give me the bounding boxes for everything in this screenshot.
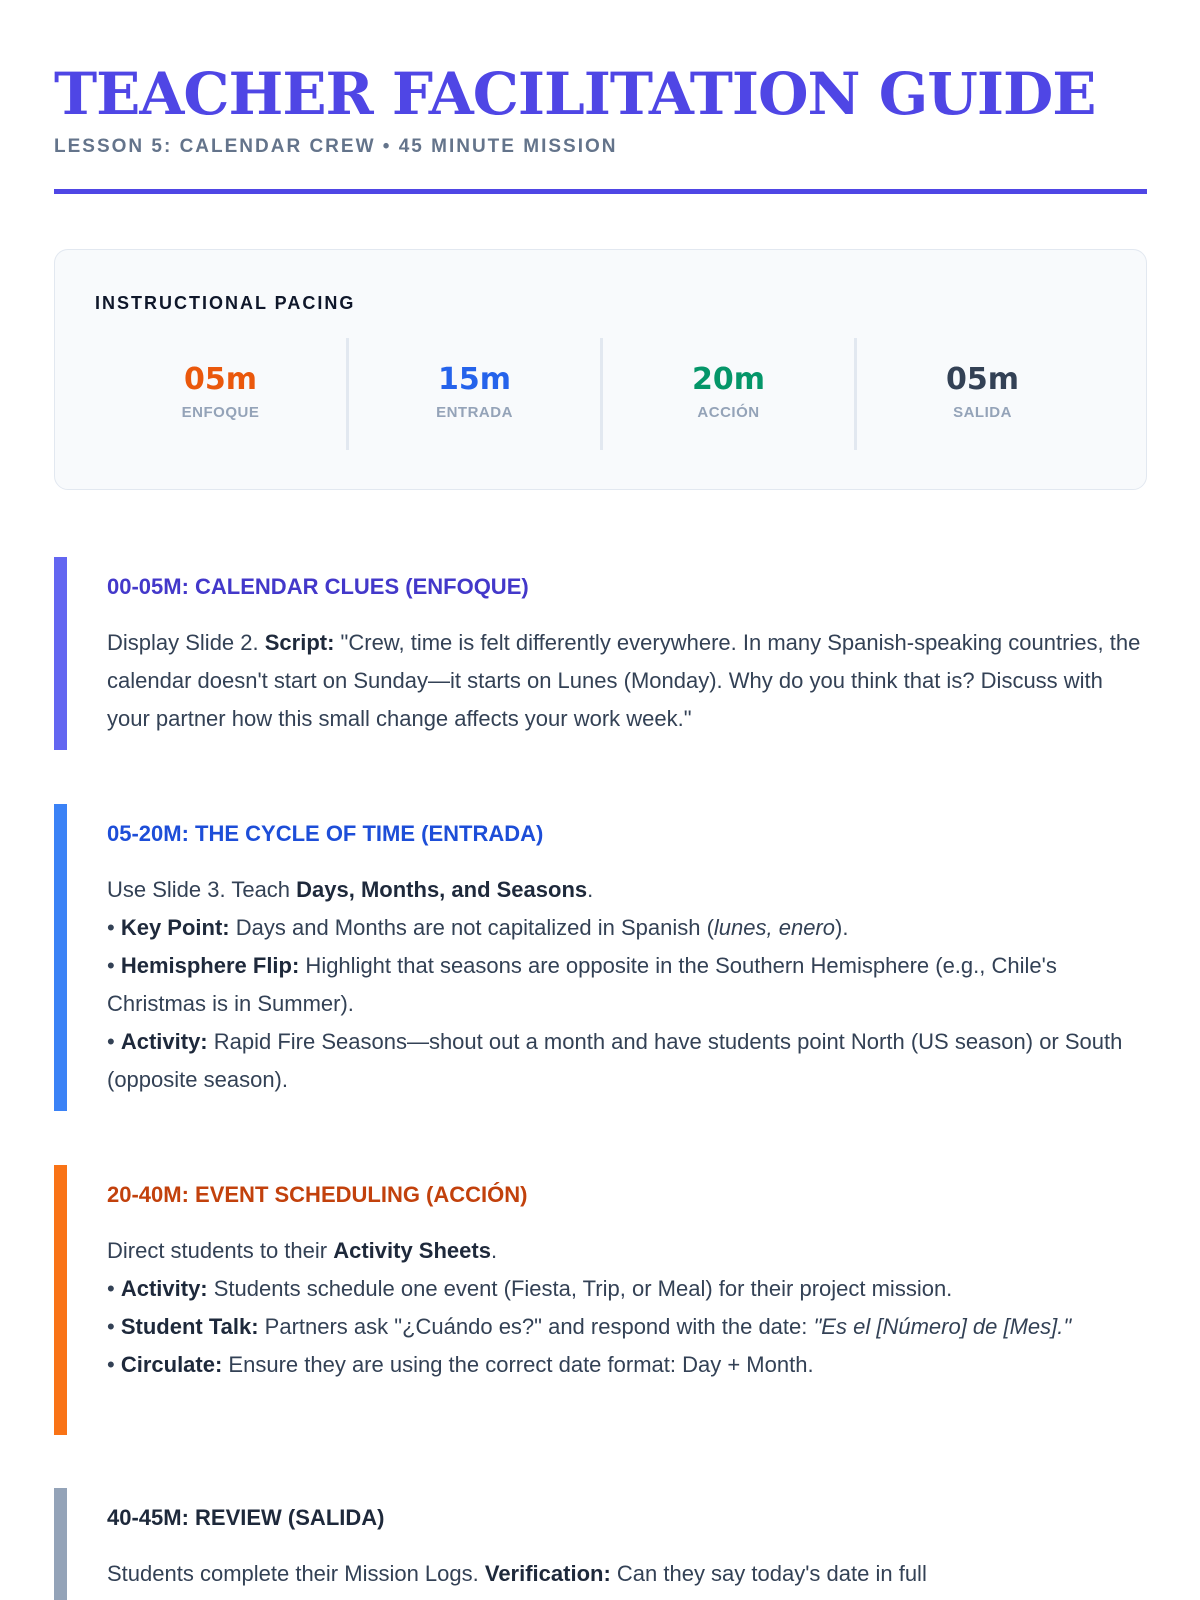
section-body <box>107 624 1147 738</box>
bullet-item: • Student Talk: Partners ask "¿Cuándo es?" and respond with the date: "Es el [Número] de [Mes]." <box>107 1314 1072 1339</box>
section-body <box>107 1555 1147 1593</box>
bold-text: Activity Sheets <box>333 1238 491 1263</box>
bullet-label: Circulate: <box>120 1352 223 1377</box>
instructional-pacing-card <box>54 249 1147 490</box>
section-salida <box>54 1488 1147 1600</box>
pacing-heading: INSTRUCTIONAL PACING <box>95 293 356 313</box>
pace-value: 05m <box>945 362 1019 397</box>
body-text: Can they say today's date in full <box>610 1561 927 1586</box>
guide-header <box>54 62 1147 158</box>
bullet-text: Rapid Fire Seasons—shout out a month and have students point North (US season) or South (opposite season). <box>107 1029 1123 1092</box>
bullet-text: Students schedule one event (Fiesta, Trip, or Meal) for their project mission. <box>207 1276 953 1301</box>
script-text: "Crew, time is felt differently everywhere. In many Spanish-speaking countries, the calendar doesn't start on Sunday—it starts on Lunes (Monday). Why do you think that is? Discuss with your partner how this small change affects your work week." <box>107 630 1141 731</box>
bold-text: Days, Months, and Seasons <box>296 877 588 902</box>
italic-text: lunes, enero <box>713 915 835 940</box>
pace-value: 15m <box>437 362 511 397</box>
section-accent-bar <box>54 1165 67 1435</box>
section-body <box>107 871 1147 1099</box>
pace-label: SALIDA <box>953 404 1012 421</box>
pace-value: 20m <box>691 362 765 397</box>
bullet-item: • Circulate: Ensure they are using the correct date format: Day + Month. <box>107 1352 814 1377</box>
body-text: . <box>490 1238 498 1263</box>
pace-entrada <box>349 338 603 450</box>
pace-label: ENTRADA <box>436 404 513 421</box>
intro-line <box>107 871 1147 909</box>
header-divider <box>54 189 1147 194</box>
pace-accion <box>603 338 857 450</box>
intro-line <box>107 1232 1147 1270</box>
section-body <box>107 1232 1147 1384</box>
section-entrada <box>54 804 1147 1111</box>
bullet-item: • Activity: Students schedule one event (Fiesta, Trip, or Meal) for their project mission. <box>107 1276 953 1301</box>
bullet-item: • Hemisphere Flip: Highlight that seasons are opposite in the Southern Hemisphere (e.g., Chile's Christmas is in Summer). <box>107 953 1057 1016</box>
page-subtitle: LESSON 5: CALENDAR CREW • 45 MINUTE MISSION <box>54 136 618 157</box>
bullet-text: ). <box>835 915 849 940</box>
body-text: Direct students to their <box>107 1238 334 1263</box>
section-title: 20-40M: EVENT SCHEDULING (ACCIÓN) <box>107 1182 528 1207</box>
section-accion <box>54 1165 1147 1435</box>
bullet-label: Activity: <box>120 1276 208 1301</box>
script-label: Script: <box>264 630 335 655</box>
verification-label: Verification: <box>484 1561 611 1586</box>
bullet-label: Student Talk: <box>120 1314 259 1339</box>
section-accent-bar <box>54 1488 67 1600</box>
pace-enfoque <box>95 338 349 450</box>
body-text: Display Slide 2. <box>107 630 265 655</box>
body-text: . <box>587 877 594 902</box>
section-enfoque <box>54 557 1147 750</box>
pace-value: 05m <box>183 362 257 397</box>
pacing-row <box>95 338 1108 450</box>
bullet-text: Ensure they are using the correct date format: Day + Month. <box>222 1352 814 1377</box>
page-title: TEACHER FACILITATION GUIDE <box>54 60 1096 128</box>
section-accent-bar <box>54 804 67 1111</box>
pace-label: ACCIÓN <box>697 404 760 421</box>
pace-salida <box>857 338 1108 450</box>
section-title: 40-45M: REVIEW (SALIDA) <box>107 1505 385 1530</box>
bullet-text: Partners ask "¿Cuándo es?" and respond with the date: <box>258 1314 814 1339</box>
italic-text: "Es el [Número] de [Mes]." <box>813 1314 1072 1339</box>
body-text: Students complete their Mission Logs. <box>107 1561 485 1586</box>
pace-label: ENFOQUE <box>181 404 260 421</box>
section-title: 00-05M: CALENDAR CLUES (ENFOQUE) <box>107 574 529 599</box>
bullet-text: Days and Months are not capitalized in Spanish ( <box>229 915 714 940</box>
section-accent-bar <box>54 557 67 750</box>
bullet-text: Highlight that seasons are opposite in the Southern Hemisphere (e.g., Chile's Christmas is in Summer). <box>107 953 1057 1016</box>
section-title: 05-20M: THE CYCLE OF TIME (ENTRADA) <box>107 821 544 846</box>
body-text: Use Slide 3. Teach <box>107 877 297 902</box>
bullet-item: • Activity: Rapid Fire Seasons—shout out a month and have students point North (US season) or South (opposite season). <box>107 1029 1123 1092</box>
bullet-label: Activity: <box>120 1029 208 1054</box>
bullet-label: Key Point: <box>120 915 230 940</box>
bullet-item: • Key Point: Days and Months are not capitalized in Spanish (lunes, enero). <box>107 915 849 940</box>
bullet-label: Hemisphere Flip: <box>120 953 300 978</box>
